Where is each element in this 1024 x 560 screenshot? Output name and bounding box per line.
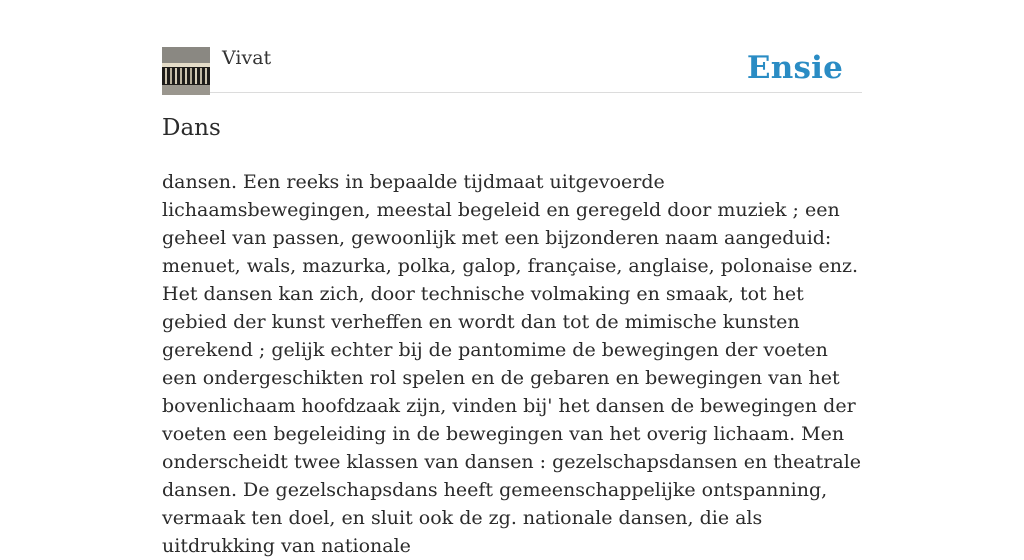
header (162, 46, 862, 93)
books-avatar-icon (162, 47, 210, 95)
avatar[interactable] (162, 47, 210, 95)
author-name[interactable]: Vivat (222, 47, 272, 69)
brand-logo[interactable]: Ensie (746, 50, 843, 86)
article-body: dansen. Een reeks in bepaalde tijdmaat uitgevoerde lichaamsbewegingen, meestal begeleid en geregeld door muziek ; een geheel van passen, gewoonlijk met een bijzonderen naam aangeduid: menuet, wals, mazurka, polka, galop, française, anglaise, polonaise enz. Het dansen kan zich, door technische volmaking en smaak, tot het gebied der kunst verheffen en wordt dan tot de mimische kunsten gerekend ; gelijk echter bij de pantomime de bewegingen der voeten een ondergeschikten rol spelen en de gebaren en bewegingen van het bovenlichaam hoofdzaak zijn, vinden bij' het dansen de bewegingen der voeten een begeleiding in de bewegingen van het overig lichaam. Men onderscheidt twee klassen van dansen : gezelschapsdansen en theatrale dansen. De gezelschapsdans heeft gemeenschappelijke ontspanning, vermaak ten doel, en sluit ook de zg. nationale dansen, die als uitdrukking van nationale (162, 171, 862, 557)
page-title: Dans (162, 115, 221, 141)
